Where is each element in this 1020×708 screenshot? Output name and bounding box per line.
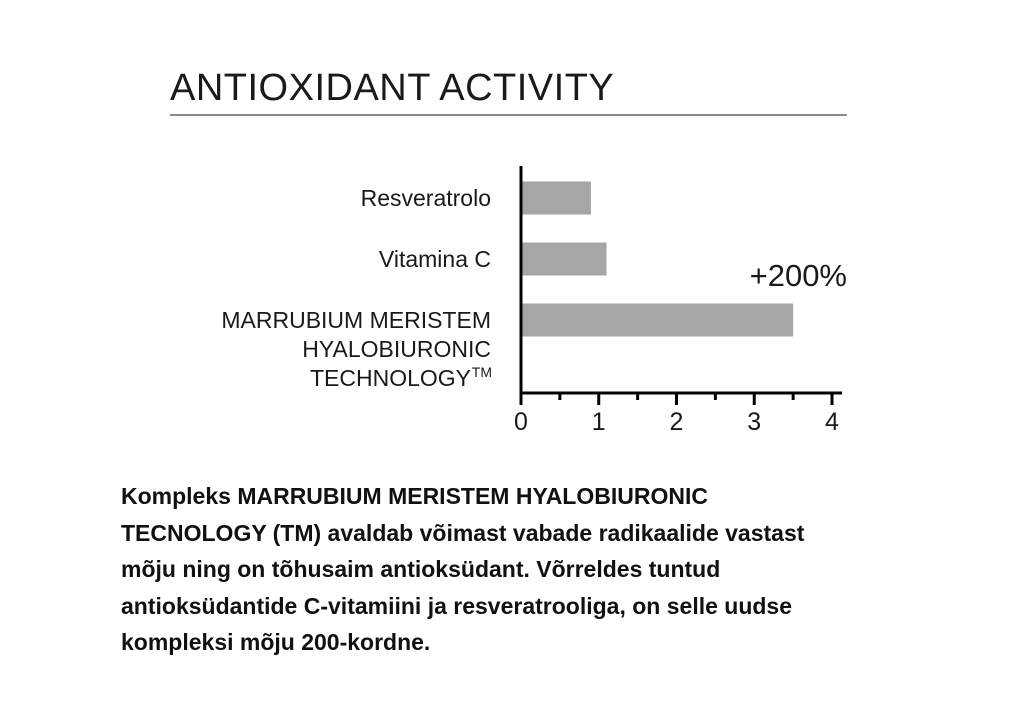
category-label: TECHNOLOGY	[309, 365, 471, 391]
description-line: kompleksi mõju 200-kordne.	[121, 629, 431, 655]
description-line: TECNOLOGY (TM) avaldab võimast vabade radikaalide vastast	[121, 519, 805, 546]
description-line: Kompleks MARRUBIUM MERISTEM HYALOBIURONIC	[121, 483, 708, 509]
description-paragraph	[121, 478, 991, 661]
x-tick-label: 0	[514, 408, 528, 436]
x-tick-label: 4	[825, 408, 839, 436]
trademark-label: TM	[471, 364, 492, 380]
bar	[522, 243, 607, 276]
annotation-label: +200%	[749, 258, 847, 293]
bar	[522, 182, 591, 215]
category-label: Vitamina C	[378, 246, 491, 272]
x-tick-label: 2	[669, 408, 684, 436]
description-line: mõju ning on tõhusaim antioksüdant. Võrreldes tuntud	[121, 556, 721, 582]
chart-title: ANTIOXIDANT ACTIVITY	[170, 67, 615, 109]
category-label: HYALOBIURONIC	[302, 336, 491, 362]
category-label: Resveratrolo	[360, 185, 491, 211]
x-tick-label: 1	[591, 408, 606, 436]
category-label: MARRUBIUM MERISTEM	[221, 307, 491, 333]
x-tick-label: 3	[747, 408, 762, 436]
bar	[522, 304, 793, 337]
description-line: antioksüdantide C-vitamiini ja resveratrooliga, on selle uudse	[121, 592, 793, 619]
